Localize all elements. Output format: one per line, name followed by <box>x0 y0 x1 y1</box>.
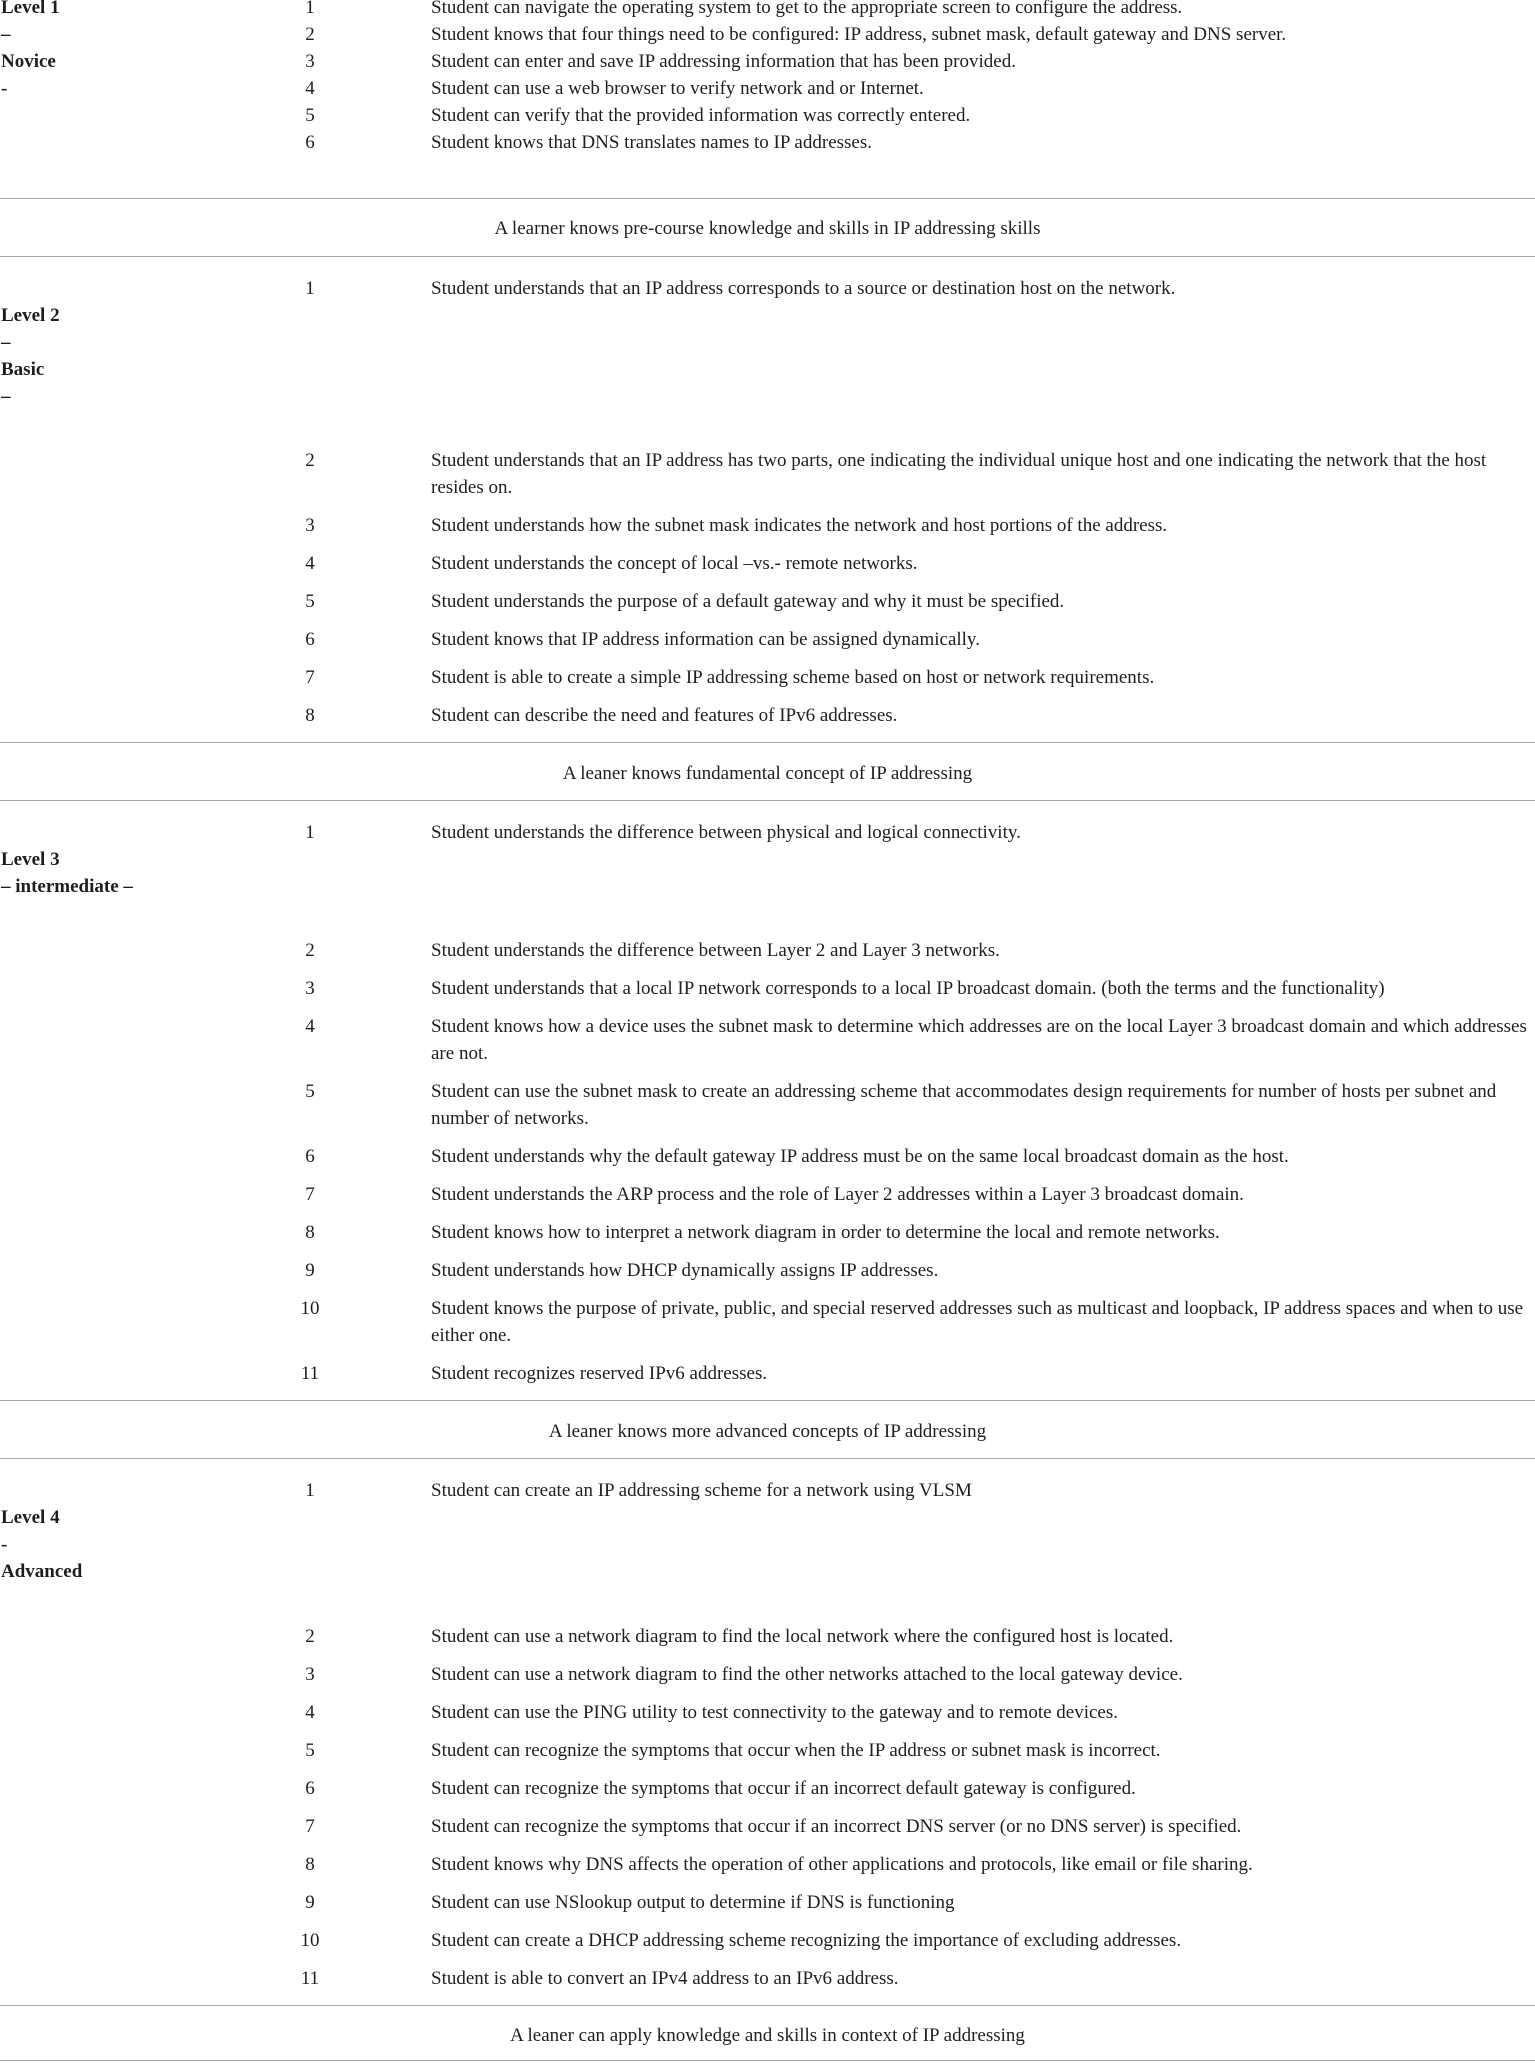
item-text: Student is able to convert an IPv4 address to an IPv6 address. <box>431 1968 899 1989</box>
item-text: Student knows the purpose of private, public, and special reserved addresses such as multicast and loopback, IP address spaces and when to use either one. <box>431 1298 1524 1346</box>
item-number: 1 <box>305 278 315 299</box>
item-number: 3 <box>305 51 315 72</box>
item-text: Student understands that an IP address corresponds to a source or destination host on the network. <box>431 278 1176 299</box>
level-label-line: Level 3 <box>1 849 60 870</box>
item-text: Student understands why the default gateway IP address must be on the same local broadcast domain as the host. <box>431 1146 1289 1167</box>
item-number: 8 <box>305 1222 315 1243</box>
item-text: Student knows why DNS affects the operation of other applications and protocols, like email or file sharing. <box>431 1854 1253 1875</box>
item-text: Student knows that IP address information can be assigned dynamically. <box>431 629 980 650</box>
item-text: Student understands that a local IP network corresponds to a local IP broadcast domain. (both the terms and the functionality) <box>431 978 1385 999</box>
item-text: Student is able to create a simple IP addressing scheme based on host or network requirements. <box>431 667 1155 688</box>
item-text: Student can recognize the symptoms that occur if an incorrect DNS server (or no DNS server) is specified. <box>431 1816 1242 1837</box>
item-text: Student can use the PING utility to test connectivity to the gateway and to remote devices. <box>431 1702 1118 1723</box>
item-text: Student understands the ARP process and the role of Layer 2 addresses within a Layer 3 broadcast domain. <box>431 1184 1244 1205</box>
item-number: 2 <box>305 450 315 471</box>
item-text: Student can use NSlookup output to determine if DNS is functioning <box>431 1892 955 1913</box>
item-text: Student can enter and save IP addressing information that has been provided. <box>431 51 1016 72</box>
item-number: 6 <box>305 629 315 650</box>
level-label-line: - <box>1 78 8 99</box>
level-label-line: - <box>1 1534 8 1555</box>
level-label-line: Novice <box>1 51 56 72</box>
item-number: 7 <box>305 1184 315 1205</box>
item-number: 5 <box>305 105 315 126</box>
item-number: 1 <box>305 0 315 18</box>
item-text: Student understands the difference between Layer 2 and Layer 3 networks. <box>431 940 1000 961</box>
level-label-line: Level 1 <box>1 0 60 18</box>
item-number: 1 <box>305 822 315 843</box>
item-text: Student can use a network diagram to find the local network where the configured host is located. <box>431 1626 1174 1647</box>
item-text: Student knows how to interpret a network diagram in order to determine the local and remote networks. <box>431 1222 1220 1243</box>
item-number: 2 <box>305 24 315 45</box>
item-text: Student understands how the subnet mask indicates the network and host portions of the address. <box>431 515 1168 536</box>
item-number: 3 <box>305 978 315 999</box>
item-number: 2 <box>305 1626 315 1647</box>
item-number: 9 <box>305 1892 315 1913</box>
item-text: Student can create a DHCP addressing scheme recognizing the importance of excluding addresses. <box>431 1930 1182 1951</box>
level-label-line: Level 4 <box>1 1507 60 1528</box>
item-number: 4 <box>305 1016 315 1037</box>
table-rule <box>0 256 1535 257</box>
item-text: Student understands that an IP address has two parts, one indicating the individual unique host and one indicating the network that the host resides on. <box>431 450 1487 498</box>
item-text: Student understands the difference between physical and logical connectivity. <box>431 822 1021 843</box>
table-rule <box>0 198 1535 199</box>
item-number: 7 <box>305 1816 315 1837</box>
item-text: Student can use a network diagram to find the other networks attached to the local gateway device. <box>431 1664 1183 1685</box>
item-text: Student can use a web browser to verify network and or Internet. <box>431 78 924 99</box>
level-label-line: – <box>1 386 11 407</box>
item-number: 9 <box>305 1260 315 1281</box>
item-number: 7 <box>305 667 315 688</box>
level-label-line: Basic <box>1 359 45 380</box>
item-number: 5 <box>305 591 315 612</box>
table-rule <box>0 2005 1535 2006</box>
item-number: 6 <box>305 1146 315 1167</box>
item-number: 6 <box>305 132 315 153</box>
item-text: Student can verify that the provided information was correctly entered. <box>431 105 971 126</box>
table-rule <box>0 2060 1535 2061</box>
item-text: Student can navigate the operating system to get to the appropriate screen to configure the address. <box>431 0 1183 18</box>
level-label-line: – <box>1 24 11 45</box>
level-label-line: Advanced <box>1 1561 83 1582</box>
level-label-line: Level 2 <box>1 305 60 326</box>
table-rule <box>0 1400 1535 1401</box>
item-number: 11 <box>300 1968 320 1989</box>
level-label-line: – <box>1 332 11 353</box>
item-text: Student knows that four things need to be configured: IP address, subnet mask, default gateway and DNS server. <box>431 24 1287 45</box>
item-text: Student knows how a device uses the subnet mask to determine which addresses are on the local Layer 3 broadcast domain and which addresses are not. <box>431 1016 1527 1064</box>
level-summary: A learner knows pre-course knowledge and skills in IP addressing skills <box>494 218 1041 239</box>
item-number: 8 <box>305 705 315 726</box>
item-number: 3 <box>305 1664 315 1685</box>
table-rule <box>0 742 1535 743</box>
level-summary: A leaner can apply knowledge and skills in context of IP addressing <box>510 2025 1025 2046</box>
level-summary: A leaner knows fundamental concept of IP addressing <box>562 763 973 784</box>
item-number: 1 <box>305 1480 315 1501</box>
item-number: 4 <box>305 553 315 574</box>
table-rule <box>0 1458 1535 1459</box>
item-number: 3 <box>305 515 315 536</box>
item-number: 4 <box>305 78 315 99</box>
item-text: Student can use the subnet mask to create an addressing scheme that accommodates design requirements for number of hosts per subnet and number of networks. <box>431 1081 1497 1129</box>
table-rule <box>0 800 1535 801</box>
level-summary: A leaner knows more advanced concepts of IP addressing <box>548 1421 987 1442</box>
item-text: Student can recognize the symptoms that occur when the IP address or subnet mask is incorrect. <box>431 1740 1161 1761</box>
item-text: Student recognizes reserved IPv6 addresses. <box>431 1363 768 1384</box>
item-number: 8 <box>305 1854 315 1875</box>
item-number: 4 <box>305 1702 315 1723</box>
item-text: Student can create an IP addressing scheme for a network using VLSM <box>431 1480 972 1501</box>
item-number: 2 <box>305 940 315 961</box>
item-text: Student understands the purpose of a default gateway and why it must be specified. <box>431 591 1065 612</box>
item-text: Student understands the concept of local –vs.- remote networks. <box>431 553 918 574</box>
item-number: 5 <box>305 1081 315 1102</box>
item-text: Student understands how DHCP dynamically assigns IP addresses. <box>431 1260 939 1281</box>
item-text: Student knows that DNS translates names to IP addresses. <box>431 132 872 153</box>
item-number: 11 <box>300 1363 320 1384</box>
item-text: Student can describe the need and features of IPv6 addresses. <box>431 705 898 726</box>
level-label-line: – intermediate – <box>1 876 133 897</box>
item-number: 10 <box>300 1298 320 1319</box>
item-number: 5 <box>305 1740 315 1761</box>
item-text: Student can recognize the symptoms that occur if an incorrect default gateway is configured. <box>431 1778 1136 1799</box>
item-number: 6 <box>305 1778 315 1799</box>
item-number: 10 <box>300 1930 320 1951</box>
